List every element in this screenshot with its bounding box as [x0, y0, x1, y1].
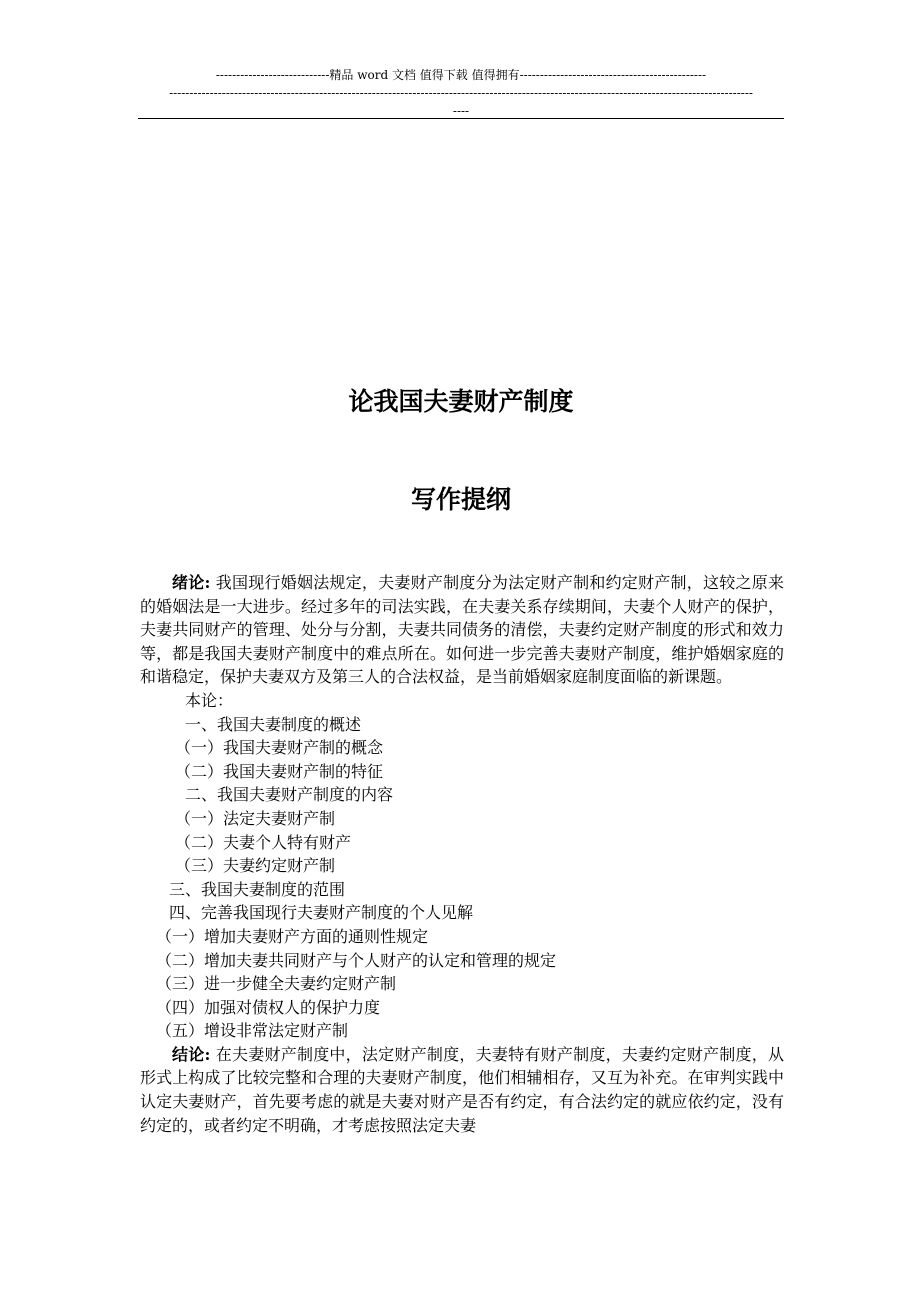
outline-item: （三）夫妻约定财产制 [175, 856, 336, 876]
header-line-2: ------------------------------------------------------------------------------------------------------------------------------------------------ [169, 86, 753, 100]
outline-item: （二）我国夫妻财产制的特征 [175, 761, 384, 781]
outline-item: 三、我国夫妻制度的范围 [169, 879, 346, 899]
outline-item: 四、完善我国现行夫妻财产制度的个人见解 [169, 903, 474, 923]
outline-item: （四）加强对债权人的保护力度 [156, 997, 381, 1017]
outline-item: （三）进一步健全夫妻约定财产制 [156, 974, 397, 994]
intro-lead: 绪论: [172, 573, 211, 592]
outline-item: （一）法定夫妻财产制 [175, 808, 336, 828]
outline-item: （二）增加夫妻共同财产与个人财产的认定和管理的规定 [156, 950, 557, 970]
page-header [138, 66, 784, 120]
outline-item: （二）夫妻个人特有财产 [175, 832, 352, 852]
intro-text: 我国现行婚姻法规定，夫妻财产制度分为法定财产制和约定财产制，这较之原来的婚姻法是一大进步。经过多年的司法实践，在夫妻关系存续期间，夫妻个人财产的保护，夫妻共同财产的管理、处分与分割，夫妻共同债务的清偿，夫妻约定财产制度的形式和效力等，都是我国夫妻财产制度中的难点所在。如何进一步完善夫妻财产制度，维护婚姻家庭的和谐稳定，保护夫妻双方及第三人的合法权益，是当前婚姻家庭制度面临的新课题。 [140, 573, 784, 687]
outline-item: （一）增加夫妻财产方面的通则性规定 [156, 926, 429, 946]
outline-item: 一、我国夫妻制度的概述 [185, 714, 362, 734]
conclusion-paragraph [140, 1043, 784, 1137]
outline-item: （一）我国夫妻财产制的概念 [175, 738, 384, 758]
intro-paragraph [140, 571, 784, 689]
document-body [140, 571, 784, 1137]
document-title: 论我国夫妻财产制度 [348, 387, 574, 416]
header-line-3: ---- [452, 104, 470, 118]
outline-item: 二、我国夫妻财产制度的内容 [185, 785, 394, 805]
document-subtitle: 写作提纲 [410, 485, 511, 514]
header-divider [138, 118, 784, 119]
outline-item: （五）增设非常法定财产制 [156, 1021, 349, 1041]
header-line-1: ----------------------------精品 word 文档 值得下载 值得拥有---------------------------------------------- [215, 68, 707, 82]
outline-heading: 本论： [185, 690, 234, 710]
conclusion-text: 在夫妻财产制度中，法定财产制度，夫妻特有财产制度，夫妻约定财产制度，从形式上构成了比较完整和合理的夫妻财产制度，他们相辅相存，又互为补充。在审判实践中认定夫妻财产，首先要考虑的就是夫妻对财产是否有约定，有合法约定的就应依约定，没有约定的，或者约定不明确，才考虑按照法定夫妻 [140, 1044, 784, 1135]
conclusion-lead: 结论: [172, 1044, 211, 1064]
